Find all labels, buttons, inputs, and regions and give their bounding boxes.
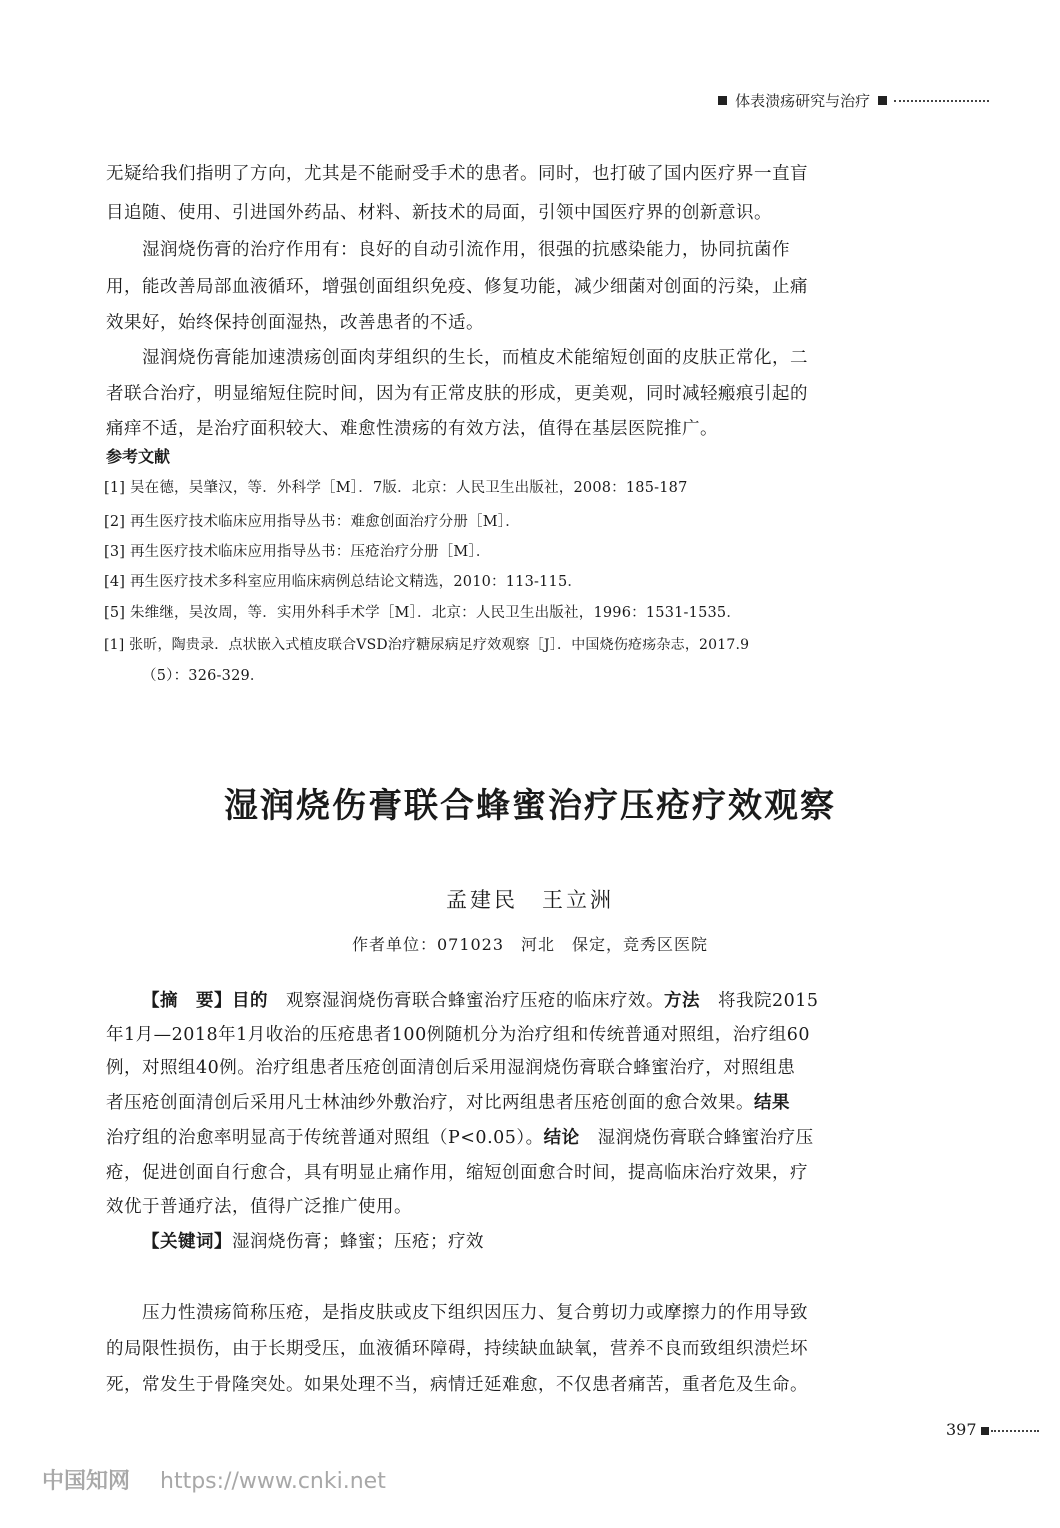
abstract-label: 【摘 要】 xyxy=(142,991,232,1011)
body-line: 的局限性损伤，由于长期受压，血液循环障碍，持续缺血缺氧，营养不良而致组织溃烂坏 xyxy=(106,1339,808,1359)
abstract-line xyxy=(142,987,819,1012)
footer-square-icon xyxy=(981,1427,989,1435)
abstract-heading-objective: 目的 xyxy=(232,991,268,1011)
article-title: 湿润烧伤膏联合蜂蜜治疗压疮疗效观察 xyxy=(224,786,836,826)
reference-item-cont: （5）：326-329． xyxy=(142,668,265,684)
text-line: 效果好，始终保持创面湿热，改善患者的不适。 xyxy=(106,313,484,333)
reference-item: [1] 吴在德，吴肇汉，等．外科学［M］．7版．北京：人民卫生出版社，2008：185-187 xyxy=(104,480,688,496)
keywords-text: 湿润烧伤膏；蜂蜜；压疮；疗效 xyxy=(232,1232,484,1252)
page-number-text: 397 xyxy=(946,1420,977,1439)
footer-dotted-rule xyxy=(991,1430,1039,1432)
abstract-text: 治疗组的治愈率明显高于传统普通对照组（P<0.05）。 xyxy=(106,1128,544,1148)
keywords xyxy=(142,1228,484,1253)
abstract-line: 疮，促进创面自行愈合，具有明显止痛作用，缩短创面愈合时间，提高临床治疗效果，疗 xyxy=(106,1163,808,1183)
body-line: 死，常发生于骨隆突处。如果处理不当，病情迁延难愈，不仅患者痛苦，重者危及生命。 xyxy=(106,1375,808,1395)
abstract-line xyxy=(106,1089,790,1114)
reference-item: [3] 再生医疗技术临床应用指导丛书：压疮治疗分册［M］． xyxy=(104,544,491,560)
abstract-text: 湿润烧伤膏联合蜂蜜治疗压 xyxy=(579,1128,814,1148)
running-header xyxy=(718,90,1050,112)
body-line: 压力性溃疡简称压疮，是指皮肤或皮下组织因压力、复合剪切力或摩擦力的作用导致 xyxy=(142,1303,808,1323)
text-line: 湿润烧伤膏能加速溃疡创面肉芽组织的生长，而植皮术能缩短创面的皮肤正常化，二 xyxy=(142,348,808,368)
header-dotted-rule xyxy=(894,100,989,102)
page-number xyxy=(946,1420,1039,1439)
reference-item: [2] 再生医疗技术临床应用指导丛书：难愈创面治疗分册［M］． xyxy=(104,514,520,530)
abstract-text: 者压疮创面清创后采用凡士林油纱外敷治疗，对比两组患者压疮创面的愈合效果。 xyxy=(106,1093,754,1113)
text-line: 目追随、使用、引进国外药品、材料、新技术的局面，引领中国医疗界的创新意识。 xyxy=(106,203,772,223)
text-line: 痛痒不适，是治疗面积较大、难愈性溃疡的有效方法，值得在基层医院推广。 xyxy=(106,419,718,439)
reference-item: [5] 朱维继，吴汝周，等．实用外科手术学［M］．北京：人民卫生出版社，1996：1531-1535． xyxy=(104,605,742,621)
cnki-logo: 中国知网 xyxy=(42,1469,131,1494)
reference-item: [1] 张昕，陶贵录．点状嵌入式植皮联合VSD治疗糖尿病足疗效观察［J］．中国烧伤疮疡杂志，2017.9 xyxy=(104,637,750,653)
header-square-icon xyxy=(718,96,727,105)
abstract-text: 观察湿润烧伤膏联合蜂蜜治疗压疮的临床疗效。 xyxy=(268,991,664,1011)
abstract-line: 例，对照组40例。治疗组患者压疮创面清创后采用湿润烧伤膏联合蜂蜜治疗，对照组患 xyxy=(106,1058,796,1078)
article-affiliation: 作者单位：071023 河北 保定，竞秀区医院 xyxy=(351,935,709,954)
section-title: 体表溃疡研究与治疗 xyxy=(735,92,871,110)
keywords-label: 【关键词】 xyxy=(142,1232,232,1252)
abstract-line: 效优于普通疗法，值得广泛推广使用。 xyxy=(106,1197,412,1217)
cnki-watermark xyxy=(42,1464,386,1495)
cnki-url: https://www.cnki.net xyxy=(160,1469,386,1494)
reference-item: [4] 再生医疗技术多科室应用临床病例总结论文精选，2010：113-115． xyxy=(104,574,583,590)
article-authors: 孟建民 王立洲 xyxy=(446,888,614,912)
abstract-heading-conclusion: 结论 xyxy=(543,1128,580,1148)
abstract-text: 将我院2015 xyxy=(700,991,819,1011)
text-line: 用，能改善局部血液循环，增强创面组织免疫、修复功能，减少细菌对创面的污染，止痛 xyxy=(106,277,808,297)
text-line: 无疑给我们指明了方向，尤其是不能耐受手术的患者。同时，也打破了国内医疗界一直盲 xyxy=(106,164,808,184)
text-line: 者联合治疗，明显缩短住院时间，因为有正常皮肤的形成，更美观，同时减轻瘢痕引起的 xyxy=(106,384,808,404)
header-square-icon xyxy=(878,96,887,105)
text-line: 湿润烧伤膏的治疗作用有：良好的自动引流作用，很强的抗感染能力，协同抗菌作 xyxy=(142,240,790,260)
abstract-line: 年1月—2018年1月收治的压疮患者100例随机分为治疗组和传统普通对照组，治疗组60 xyxy=(106,1025,810,1045)
abstract-heading-results: 结果 xyxy=(754,1093,790,1113)
abstract-line xyxy=(106,1124,814,1149)
abstract-heading-methods: 方法 xyxy=(664,991,700,1011)
references-heading: 参考文献 xyxy=(106,447,171,466)
